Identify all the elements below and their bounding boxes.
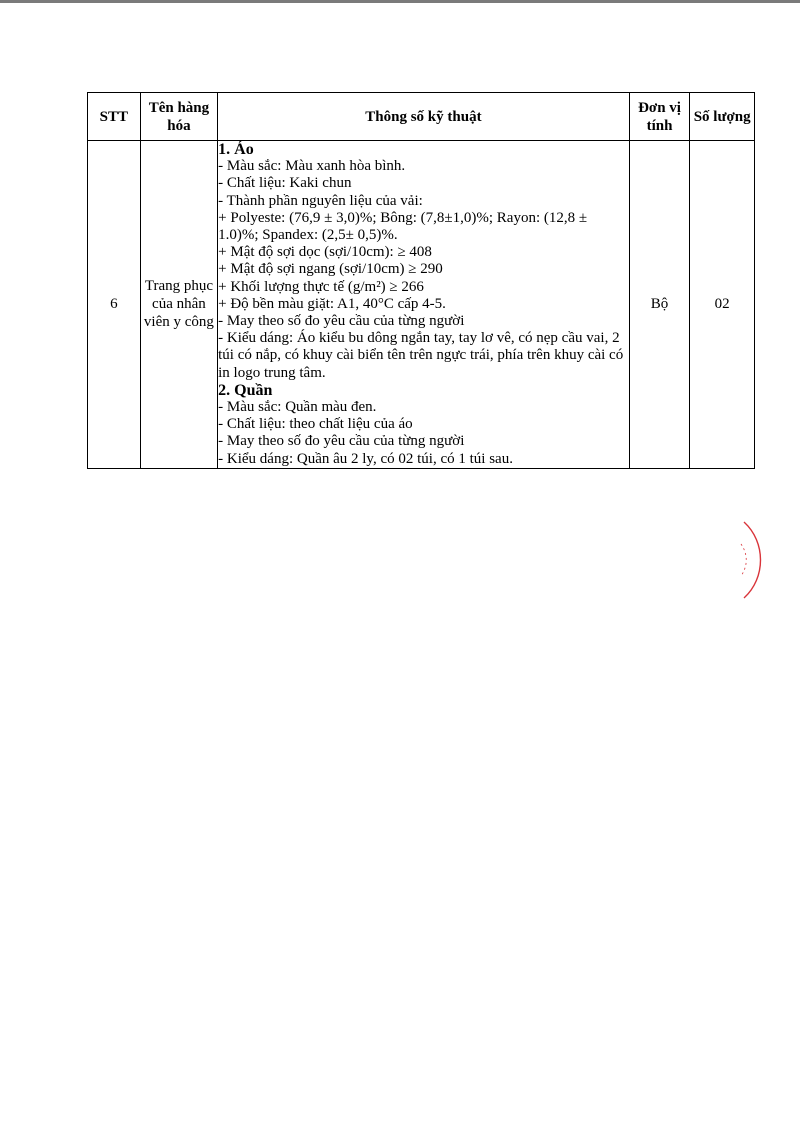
spec-line: + Độ bền màu giặt: A1, 40°C cấp 4-5. — [218, 295, 446, 312]
spec-line: - Chất liệu: Kaki chun — [218, 175, 352, 192]
header-stt: STT — [88, 93, 141, 141]
header-specification: Thông số kỹ thuật — [218, 93, 630, 141]
table-header-row — [88, 93, 755, 141]
spec-line: - May theo số đo yêu cầu của từng người — [218, 313, 465, 330]
spec-line: + Polyeste: (76,9 ± 3,0)%; Bông: (7,8±1,0)%; Rayon: (12,8 ± 1.0)%; Spandex: (2,5± 0,5)%. — [218, 209, 591, 244]
stamp-inner-arc — [741, 544, 746, 576]
row-item-name: Trang phục của nhân viên y công — [140, 141, 217, 469]
spec-line: + Khối lượng thực tế (g/m²) ≥ 266 — [218, 278, 424, 295]
table-row — [88, 141, 755, 469]
spec-line: - Màu sắc: Quần màu đen. — [218, 399, 377, 416]
header-unit: Đơn vị tính — [629, 93, 690, 141]
spec-line: - Thành phần nguyên liệu của vải: — [218, 192, 423, 209]
scan-edge — [0, 0, 800, 3]
header-item-name: Tên hàng hóa — [140, 93, 217, 141]
spec-line: + Mật độ sợi ngang (sợi/10cm) ≥ 290 — [218, 261, 443, 278]
row-unit: Bộ — [629, 141, 690, 469]
spec-line: - Chất liệu: theo chất liệu của áo — [218, 416, 413, 433]
header-quantity: Số lượng — [690, 93, 755, 141]
spec-line: + Mật độ sợi dọc (sợi/10cm): ≥ 408 — [218, 244, 432, 261]
spec-line: - Màu sắc: Màu xanh hòa bình. — [218, 158, 406, 175]
spec-table — [87, 92, 755, 469]
spec-line: - Kiểu dáng: Quần âu 2 ly, có 02 túi, có 1 túi sau. — [218, 450, 513, 467]
row-stt: 6 — [88, 141, 141, 469]
row-quantity: 02 — [690, 141, 755, 469]
spec-line: - Kiểu dáng: Áo kiểu bu dông ngắn tay, tay lơ vê, có nẹp cầu vai, 2 túi có nắp, có khuy cài biển tên trên ngực trái, phía trên khuy cài có in logo trung tâm. — [218, 330, 627, 381]
spec-line: - May theo số đo yêu cầu của từng người — [218, 433, 465, 450]
pants-heading: 2. Quần — [218, 381, 273, 399]
shirt-heading: 1. Áo — [218, 141, 254, 158]
row-specification — [218, 141, 630, 469]
stamp-arc — [744, 522, 761, 598]
red-stamp-fragment — [738, 520, 768, 600]
